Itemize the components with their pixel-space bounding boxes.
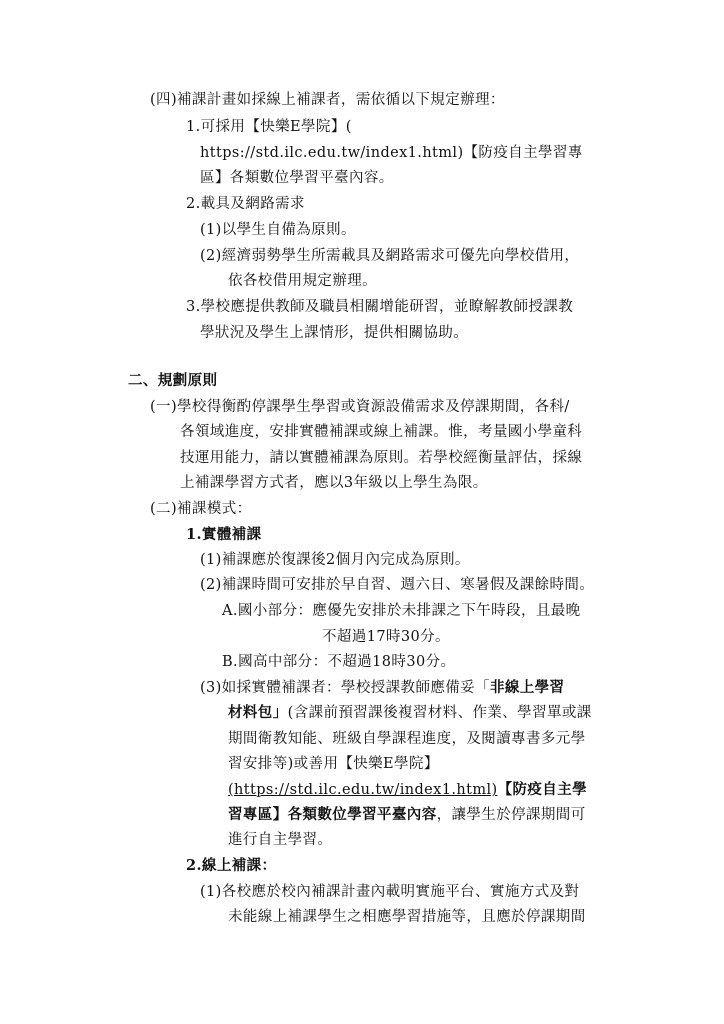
physical-item-2-b: B.國高中部分：不超過18時30分。 bbox=[222, 654, 456, 670]
principle-2-heading: (二)補課模式： bbox=[150, 501, 252, 517]
item-2-sub-1: (1)以學生自備為原則。 bbox=[200, 222, 356, 238]
physical-item-3-bold-1: 非線上學習 bbox=[489, 679, 565, 696]
physical-item-3-line-5 bbox=[228, 780, 587, 800]
online-makeup-title: 2.線上補課： bbox=[186, 857, 277, 874]
physical-item-3-bold-4: 習專區】各類數位學習平臺內容 bbox=[228, 806, 437, 823]
item-2-sub-2-line-1: (2)經濟弱勢學生所需載具及網路需求可優先向學校借用， bbox=[200, 248, 580, 264]
physical-item-3-line-4: 習安排等)或善用【快樂E學院】 bbox=[228, 756, 439, 772]
happy-e-academy-link[interactable]: (https://std.ilc.edu.tw/index1.html) bbox=[228, 782, 498, 798]
item-3-line-1: 3.學校應提供教師及職員相關增能研習，並瞭解教師授課教 bbox=[186, 299, 574, 315]
item-2-title: 2.載具及網路需求 bbox=[186, 196, 305, 212]
physical-item-3-line-2 bbox=[228, 703, 592, 723]
item-1-line-2: https://std.ilc.edu.tw/index1.html)【防疫自主學習專 bbox=[200, 145, 583, 161]
principle-1-line-3: 技運用能力，請以實體補課為原則。若學校經衡量評估，採線 bbox=[180, 450, 583, 466]
principle-1-line-2: 各領域進度，安排實體補課或線上補課。惟，考量國小學童科 bbox=[180, 424, 583, 440]
online-item-1-line-2: 未能線上補課學生之相應學習措施等，且應於停課期間 bbox=[228, 909, 586, 925]
physical-item-2: (2)補課時間可安排於早自習、週六日、寒暑假及課餘時間。 bbox=[200, 577, 595, 593]
physical-item-3-prefix: (3)如採實體補課者：學校授課教師應備妥「 bbox=[200, 680, 490, 696]
physical-item-3-rest-2: ，讓學生於停課期間可 bbox=[436, 807, 586, 823]
physical-item-3-line-1 bbox=[200, 678, 564, 698]
physical-item-1: (1)補課應於復課後2個月內完成為原則。 bbox=[200, 552, 470, 568]
online-item-1-line-1: (1)各校應於校內補課計畫內載明實施平台、實施方式及對 bbox=[200, 884, 580, 900]
physical-item-3-rest-1: (含課前預習課後複習材料、作業、學習單或課 bbox=[287, 705, 592, 721]
section-4-heading: (四)補課計畫如採線上補課者，需依循以下規定辦理： bbox=[150, 92, 505, 108]
physical-item-2-a-line-2: 不超過17時30分。 bbox=[322, 629, 450, 645]
principle-1-line-4: 上補課學習方式者，應以3年級以上學生為限。 bbox=[180, 475, 488, 491]
physical-item-3-bold-2: 材料包」 bbox=[228, 704, 288, 721]
physical-item-3-line-7: 進行自主學習。 bbox=[228, 832, 333, 848]
physical-item-3-line-6 bbox=[228, 805, 586, 825]
part-2-heading: 二、規劃原則 bbox=[128, 372, 218, 389]
item-1-line-3: 區】各類數位學習平臺內容。 bbox=[200, 170, 394, 186]
physical-item-3-bold-3: 【防疫自主學 bbox=[497, 781, 587, 798]
item-1-line-1: 1.可採用【快樂E學院】( bbox=[186, 119, 352, 135]
principle-1-line-1: (一)學校得衡酌停課學生學習或資源設備需求及停課期間，各科/ bbox=[150, 399, 570, 415]
physical-makeup-title: 1.實體補課 bbox=[186, 526, 262, 543]
physical-item-3-line-3: 期間衛教知能、班級自學課程進度，及閱讀專書多元學 bbox=[228, 731, 586, 747]
item-3-line-2: 學狀況及學生上課情形，提供相關協助。 bbox=[200, 325, 469, 341]
physical-item-2-a-line-1: A.國小部分：應優先安排於未排課之下午時段，且最晚 bbox=[222, 603, 581, 619]
item-2-sub-2-line-2: 依各校借用規定辦理。 bbox=[228, 273, 377, 289]
